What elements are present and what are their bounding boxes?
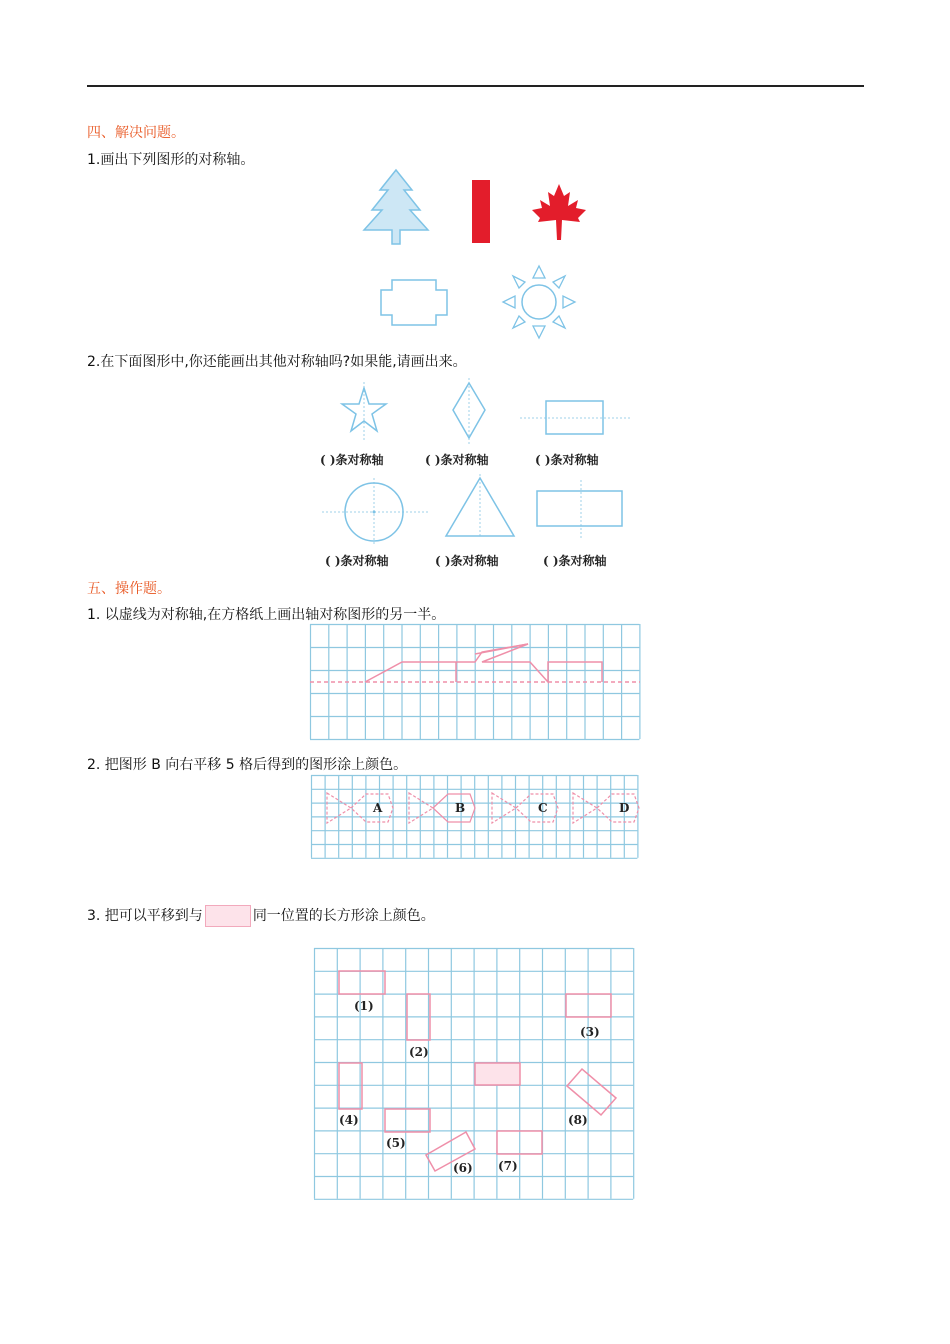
star-figure — [335, 382, 395, 444]
rectangle-label: (6) — [453, 1161, 473, 1175]
rectangle-figure-2 — [530, 480, 630, 540]
rectangle-label: (2) — [409, 1045, 429, 1059]
grid-symmetry — [310, 624, 642, 742]
rectangle-shape — [339, 1063, 362, 1109]
grid-translation — [311, 775, 639, 861]
cross-shape-figure — [378, 278, 450, 328]
axis-label-4: ( )条对称轴 — [325, 554, 389, 568]
shape-letter: C — [538, 801, 548, 815]
rectangle-label: (5) — [386, 1136, 406, 1150]
axis-label-2: ( )条对称轴 — [425, 453, 489, 467]
shape-left-triangle — [573, 793, 597, 823]
shape-left-triangle — [409, 793, 433, 823]
triangle-figure — [440, 474, 520, 540]
section4-title: 四、解决问题。 — [87, 125, 185, 141]
tree-figure — [360, 168, 432, 246]
shape-right-hexagon — [597, 794, 639, 822]
rectangle-label: (8) — [568, 1113, 588, 1127]
section4-q1: 1.画出下列图形的对称轴。 — [87, 152, 255, 168]
section5-q3 — [87, 905, 435, 927]
reference-rectangle — [205, 905, 251, 927]
rectangle-label: (4) — [339, 1113, 359, 1127]
axis-label-1: ( )条对称轴 — [320, 453, 384, 467]
axis-label-3: ( )条对称轴 — [535, 453, 599, 467]
shape-left-triangle — [492, 793, 516, 823]
diamond-figure — [445, 378, 493, 446]
section4-q2: 2.在下面图形中,你还能画出其他对称轴吗?如果能,请画出来。 — [87, 354, 467, 370]
rectangle-label: (3) — [580, 1025, 600, 1039]
rectangle-shape — [385, 1109, 430, 1132]
shape-letter: D — [619, 801, 630, 815]
grid-rectangles — [314, 948, 636, 1202]
shape-right-hexagon — [433, 794, 475, 822]
rectangle-label: (7) — [498, 1159, 518, 1173]
top-rule — [87, 85, 864, 87]
rectangle-figure-1 — [520, 398, 630, 438]
maple-leaf-figure — [530, 182, 588, 244]
half-figure-edge — [475, 644, 528, 654]
axis-label-6: ( )条对称轴 — [543, 554, 607, 568]
section5-q2: 2. 把图形 B 向右平移 5 格后得到的图形涂上颜色。 — [87, 757, 408, 773]
axis-label-5: ( )条对称轴 — [435, 554, 499, 568]
rectangle-label: (1) — [354, 999, 374, 1013]
shape-letter: A — [373, 801, 383, 815]
section5-q1: 1. 以虚线为对称轴,在方格纸上画出轴对称图形的另一半。 — [87, 607, 446, 623]
sun-figure — [500, 263, 578, 341]
red-bar-figure — [470, 178, 492, 244]
shape-right-hexagon — [351, 794, 393, 822]
rectangle-shape — [339, 971, 385, 994]
shape-letter: B — [455, 801, 466, 815]
rectangle-shape — [475, 1063, 520, 1085]
section5-q3-after: 同一位置的长方形涂上颜色。 — [252, 908, 435, 924]
shape-right-hexagon — [516, 794, 558, 822]
circle-figure — [322, 478, 430, 548]
section5-q3-before: 3. 把可以平移到与 — [87, 908, 203, 924]
section5-title: 五、操作题。 — [87, 581, 171, 597]
